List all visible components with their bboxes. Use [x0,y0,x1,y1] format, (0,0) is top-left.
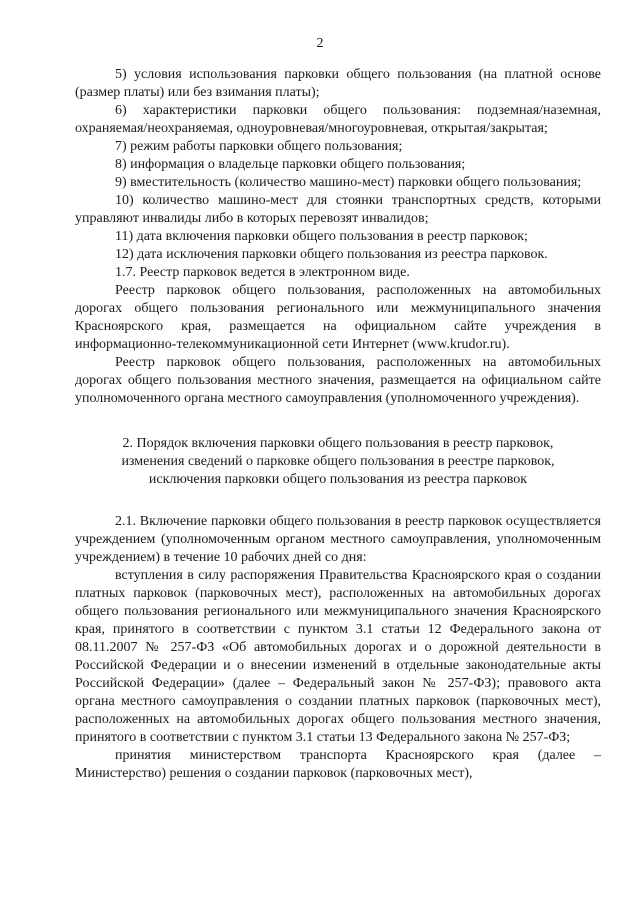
list-item-11: 11) дата включения парковки общего пользования в реестр парковок; [115,229,528,244]
ministry-decision-paragraph: принятия министерством транспорта Красноярского края (далее – Министерство) решения о создании парковок (парковочных мест), [75,748,601,781]
section-2-heading: 2. Порядок включения парковки общего пользования в реестр парковок, изменения сведений о парковке общего пользования в реестре парковок, исключения парковки общего пользования из реестра парковок [121,436,555,487]
registry-regional-paragraph: Реестр парковок общего пользования, расположенных на автомобильных дорогах общего пользования регионального или межмуниципального значения Красноярского края, размещается на официальном сайте учреждения в информационно-телекоммуникационной сети Интернет (www.krudor.ru). [75,283,601,352]
entry-into-force-paragraph: вступления в силу распоряжения Правительства Красноярского края о создании платных парковок (парковочных мест), расположенных на автомобильных дорогах общего пользования регионального или межмуниципального значения Красноярского края, принятого в соответствии с пунктом 3.1 статьи 12 Федерального закона от 08.11.2007 № 257-ФЗ «Об автомобильных дорогах и о дорожной деятельности в Российской Федерации и о внесении изменений в отдельные законодательные акты Российской Федерации» (далее – Федеральный закон № 257-ФЗ); правового акта органа местного самоуправления о создании платных парковок (парковочных мест), расположенных на автомобильных дорогах общего пользования местного значения, принятого в соответствии с пунктом 3.1 статьи 13 Федерального закона № 257-ФЗ; [75,568,601,745]
list-item-12: 12) дата исключения парковки общего пользования из реестра парковок. [115,247,548,262]
registry-local-paragraph: Реестр парковок общего пользования, расположенных на автомобильных дорогах общего пользования местного значения, размещается на официальном сайте уполномоченного органа местного самоуправления (уполномоченного учреждения). [75,355,601,406]
document-body [75,66,601,783]
clause-2-1: 2.1. Включение парковки общего пользования в реестр парковок осуществляется учреждением (уполномоченным органом местного самоуправления, уполномоченным учреждением) в течение 10 рабочих дней со дня: [75,514,601,565]
list-item-7: 7) режим работы парковки общего пользования; [115,139,403,154]
list-item-10: 10) количество машино-мест для стоянки транспортных средств, которыми управляют инвалиды либо в которых перевозят инвалидов; [75,193,601,226]
list-item-5: 5) условия использования парковки общего пользования (на платной основе (размер платы) или без взимания платы); [75,67,601,100]
page-number: 2 [316,36,324,51]
list-item-8: 8) информация о владельце парковки общего пользования; [115,157,466,172]
list-item-9: 9) вместительность (количество машино-мест) парковки общего пользования; [115,175,582,190]
clause-1-7: 1.7. Реестр парковок ведется в электронном виде. [115,265,410,280]
list-item-6: 6) характеристики парковки общего пользования: подземная/наземная, охраняемая/неохраняемая, одноуровневая/многоуровневая, открытая/закрытая; [75,103,601,136]
